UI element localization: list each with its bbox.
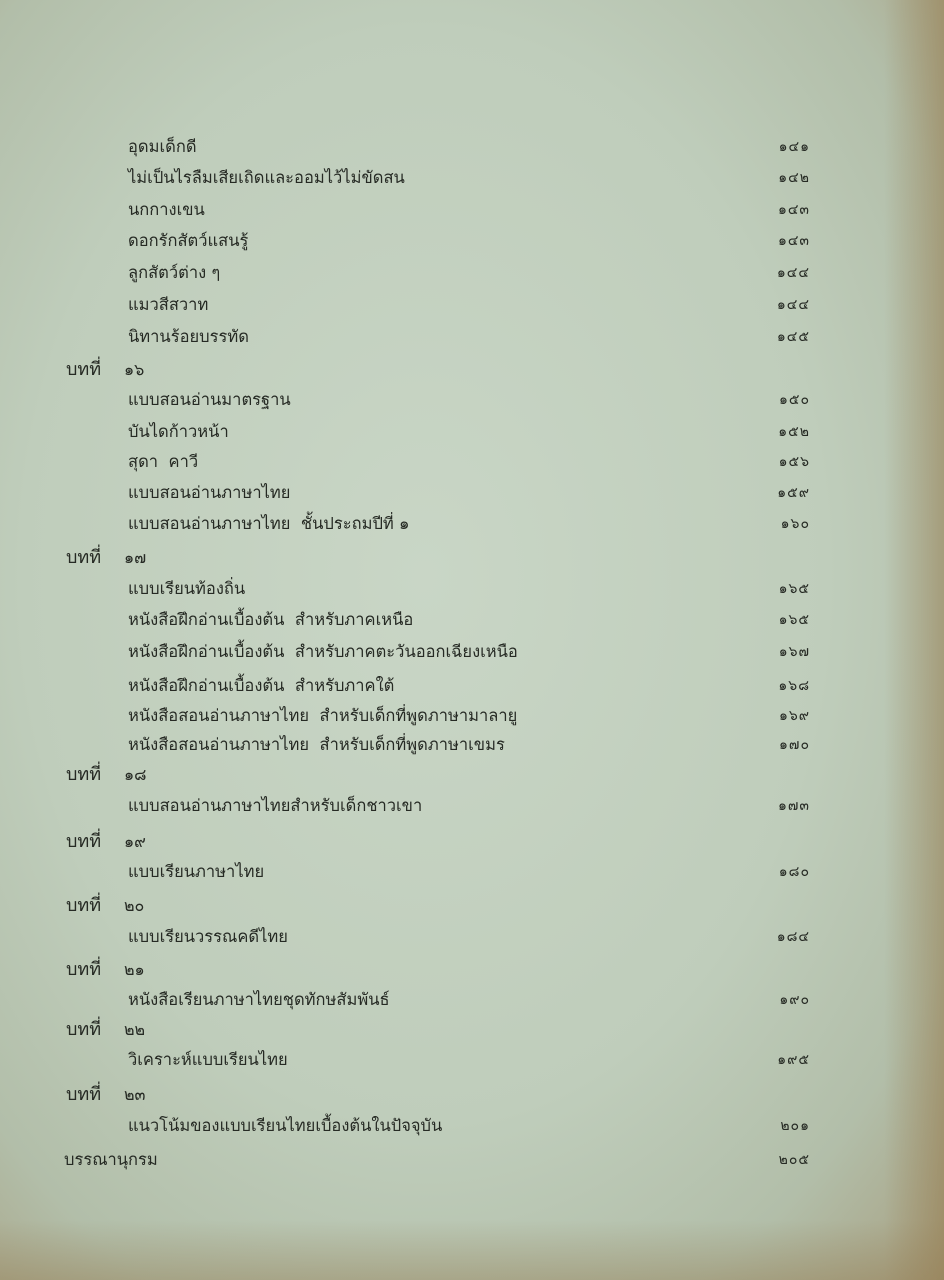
entry-page-number: ๑๔๕ <box>776 329 810 345</box>
chapter-heading <box>0 544 944 572</box>
toc-entry <box>0 792 944 820</box>
chapter-number: ๒๓ <box>124 1085 146 1104</box>
toc-entry <box>0 1046 944 1074</box>
entry-title: บรรณานุกรม <box>64 1150 158 1169</box>
chapter-number: ๑๘ <box>124 765 147 784</box>
chapter-heading <box>0 1081 944 1109</box>
entry-page-number: ๑๔๓ <box>777 233 810 249</box>
toc-entry <box>0 259 944 287</box>
entry-title: หนังสือฝึกอ่านเบื้องต้น สำหรับภาคตะวันออกเฉียงเหนือ <box>128 642 518 661</box>
entry-page-number: ๒๐๕ <box>778 1152 810 1168</box>
toc-entry <box>0 923 944 951</box>
entry-title: นิทานร้อยบรรทัด <box>128 327 249 346</box>
chapter-label: บทที่ <box>66 1019 102 1040</box>
chapter-number: ๒๑ <box>124 960 145 979</box>
toc-entry <box>0 133 944 161</box>
entry-page-number: ๑๙๐ <box>779 992 810 1008</box>
toc-entry <box>0 638 944 666</box>
toc-entry <box>0 479 944 507</box>
entry-title: วิเคราะห์แบบเรียนไทย <box>128 1050 288 1069</box>
entry-page-number: ๒๐๑ <box>780 1118 810 1134</box>
entry-page-number: ๑๘๐ <box>778 864 810 880</box>
chapter-label: บทที่ <box>66 547 102 568</box>
entry-page-number: ๑๔๓ <box>777 202 810 218</box>
entry-page-number: ๑๘๔ <box>776 929 810 945</box>
entry-page-number: ๑๔๔ <box>776 297 810 313</box>
toc-entry <box>0 323 944 351</box>
entry-page-number: ๑๔๒ <box>778 170 810 186</box>
toc-section-entry <box>0 1146 944 1174</box>
entry-title: แบบสอนอ่านภาษาไทยสำหรับเด็กชาวเขา <box>128 796 423 815</box>
chapter-label: บทที่ <box>66 764 102 785</box>
chapter-label: บทที่ <box>66 959 102 980</box>
toc-entry <box>0 196 944 224</box>
toc-entry <box>0 672 944 700</box>
entry-page-number: ๑๕๖ <box>778 454 810 470</box>
entry-page-number: ๑๖๐ <box>780 516 810 532</box>
entry-page-number: ๑๗๐ <box>779 737 810 753</box>
chapter-label: บทที่ <box>66 359 102 380</box>
entry-title: บันไดก้าวหน้า <box>128 422 229 441</box>
entry-title: หนังสือสอนอ่านภาษาไทย สำหรับเด็กที่พูดภาษามาลายู <box>128 706 518 725</box>
entry-page-number: ๑๖๕ <box>778 612 810 628</box>
chapter-number: ๑๗ <box>124 548 147 567</box>
entry-title: แบบสอนอ่านภาษาไทย ชั้นประถมปีที่ ๑ <box>128 514 410 533</box>
toc-entry <box>0 858 944 886</box>
entry-title: หนังสือสอนอ่านภาษาไทย สำหรับเด็กที่พูดภาษาเขมร <box>128 735 505 754</box>
entry-page-number: ๑๕๒ <box>778 424 810 440</box>
entry-title: หนังสือเรียนภาษาไทยชุดทักษสัมพันธ์ <box>128 990 390 1009</box>
toc-entry <box>0 291 944 319</box>
entry-page-number: ๑๕๐ <box>778 392 810 408</box>
toc-entry <box>0 386 944 414</box>
entry-page-number: ๑๔๑ <box>778 139 810 155</box>
chapter-heading <box>0 892 944 920</box>
entry-page-number: ๑๗๓ <box>778 798 810 814</box>
chapter-number: ๒๐ <box>124 896 145 915</box>
chapter-heading <box>0 1016 944 1044</box>
toc-entry <box>0 510 944 538</box>
toc-entry <box>0 227 944 255</box>
entry-title: แบบเรียนภาษาไทย <box>128 862 265 881</box>
chapter-number: ๑๙ <box>124 832 146 851</box>
chapter-heading <box>0 761 944 789</box>
chapter-heading <box>0 356 944 384</box>
entry-title: นกกางเขน <box>128 200 205 219</box>
entry-title: ลูกสัตว์ต่าง ๆ <box>128 263 221 282</box>
entry-title: สุดา คาวี <box>128 452 199 471</box>
entry-page-number: ๑๔๔ <box>776 265 810 281</box>
entry-title: แมวสีสวาท <box>128 295 209 314</box>
entry-title: แนวโน้มของแบบเรียนไทยเบื้องต้นในปัจจุบัน <box>128 1116 443 1135</box>
chapter-heading <box>0 828 944 856</box>
chapter-heading <box>0 956 944 984</box>
entry-title: หนังสือฝึกอ่านเบื้องต้น สำหรับภาคเหนือ <box>128 610 414 629</box>
toc-entry <box>0 702 944 730</box>
toc-entry <box>0 731 944 759</box>
entry-title: ดอกรักสัตว์แสนรู้ <box>128 231 249 250</box>
chapter-label: บทที่ <box>66 895 102 916</box>
entry-title: แบบเรียนท้องถิ่น <box>128 579 246 598</box>
entry-page-number: ๑๖๗ <box>778 644 810 660</box>
entry-title: ไม่เป็นไรลืมเสียเถิดและออมไว้ไม่ขัดสน <box>128 168 405 187</box>
toc-entry <box>0 606 944 634</box>
chapter-number: ๑๖ <box>124 360 145 379</box>
chapter-number: ๒๒ <box>124 1020 146 1039</box>
chapter-label: บทที่ <box>66 831 102 852</box>
entry-title: หนังสือฝึกอ่านเบื้องต้น สำหรับภาคใต้ <box>128 676 395 695</box>
toc-entry <box>0 575 944 603</box>
entry-page-number: ๑๖๙ <box>778 708 810 724</box>
toc-entry <box>0 418 944 446</box>
page-edge-shadow-bottom <box>0 1220 944 1280</box>
entry-title: แบบสอนอ่านภาษาไทย <box>128 483 291 502</box>
entry-page-number: ๑๖๘ <box>778 678 810 694</box>
toc-entry <box>0 164 944 192</box>
entry-title: แบบเรียนวรรณคดีไทย <box>128 927 288 946</box>
entry-page-number: ๑๙๕ <box>777 1052 810 1068</box>
entry-page-number: ๑๖๕ <box>778 581 810 597</box>
chapter-label: บทที่ <box>66 1084 102 1105</box>
entry-title: แบบสอนอ่านมาตรฐาน <box>128 390 291 409</box>
toc-entry <box>0 1112 944 1140</box>
toc-entry <box>0 448 944 476</box>
toc-entry <box>0 986 944 1014</box>
entry-page-number: ๑๕๙ <box>777 485 810 501</box>
entry-title: อุดมเด็กดี <box>128 137 197 156</box>
